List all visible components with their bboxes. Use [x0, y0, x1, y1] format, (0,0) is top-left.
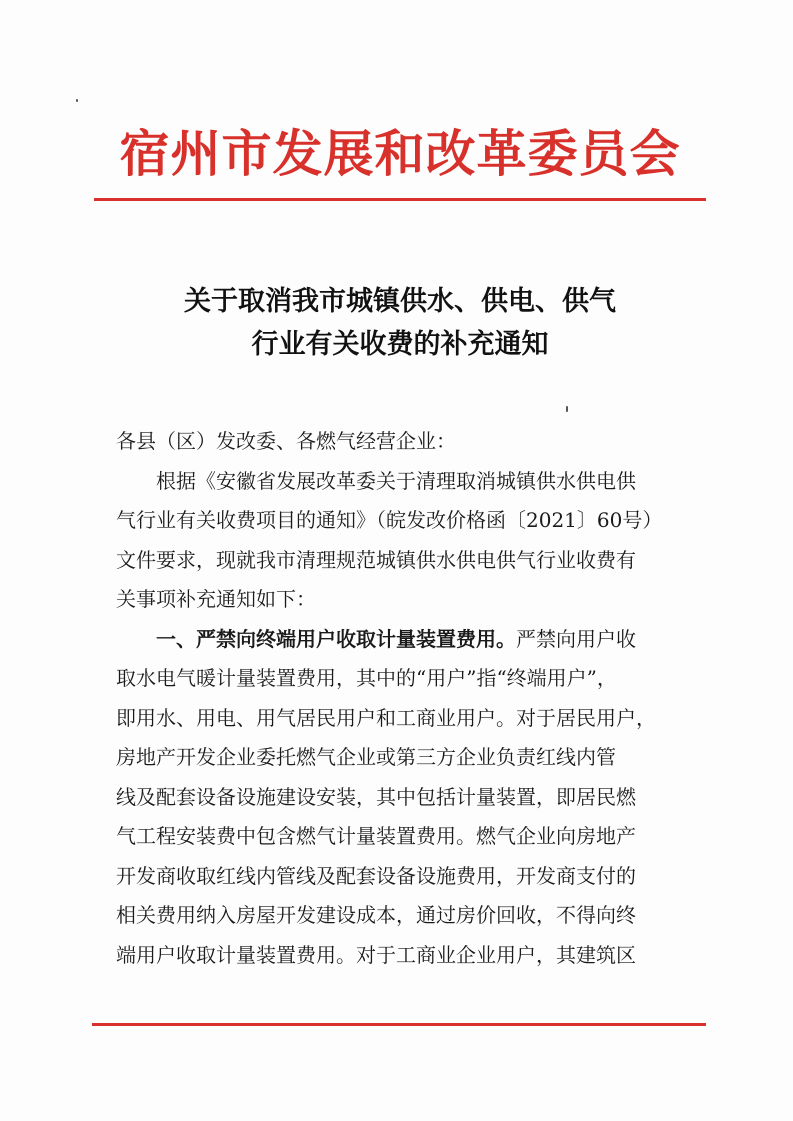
body-line: 取水电气暖计量装置费用，其中的“用户”指“终端用户”，	[116, 666, 617, 690]
header-red-rule	[94, 198, 706, 201]
body-line: 房地产开发企业委托燃气企业或第三方企业负责红线内管	[116, 745, 616, 769]
scan-speck	[566, 406, 568, 412]
document-title-line-1: 关于取消我市城镇供水、供电、供气	[184, 286, 616, 317]
footer-red-rule	[92, 1023, 706, 1026]
document-title-line-2: 行业有关收费的补充通知	[251, 329, 549, 360]
body-line: 线及配套设备设施建设安装，其中包括计量装置，即居民燃	[116, 784, 636, 809]
body-line: 关事项补充通知如下：	[116, 587, 316, 611]
body-line: 气工程安装费中包含燃气计量装置费用。燃气企业向房地产	[116, 824, 636, 848]
body-line: 即用水、用电、用气居民用户和工商业用户。对于居民用户，	[116, 705, 656, 730]
scan-speck	[76, 99, 78, 102]
body-line: 相关费用纳入房屋开发建设成本，通过房价回收，不得向终	[116, 903, 636, 927]
body-line: 根据《安徽省发展改革委关于清理取消城镇供水供电供	[156, 468, 636, 493]
organization-header: 宿州市发展和改革委员会	[119, 124, 681, 183]
salutation: 各县（区）发改委、各燃气经营企业：	[116, 429, 456, 453]
section-1-first-line	[116, 620, 696, 660]
body-line: 气行业有关收费项目的通知》（皖发改价格函〔2021〕60号）	[116, 508, 663, 532]
document-body	[116, 422, 696, 975]
section-1-heading: 一、严禁向终端用户收取计量装置费用。	[156, 626, 516, 651]
body-line: 端用户收取计量装置费用。对于工商业企业用户，其建筑区	[116, 942, 636, 967]
body-line: 开发商收取红线内管线及配套设备设施费用，开发商支付的	[116, 863, 636, 888]
body-line: 文件要求，现就我市清理规范城镇供水供电供气行业收费有	[116, 547, 636, 572]
section-1-text: 严禁向用户收	[516, 626, 636, 651]
